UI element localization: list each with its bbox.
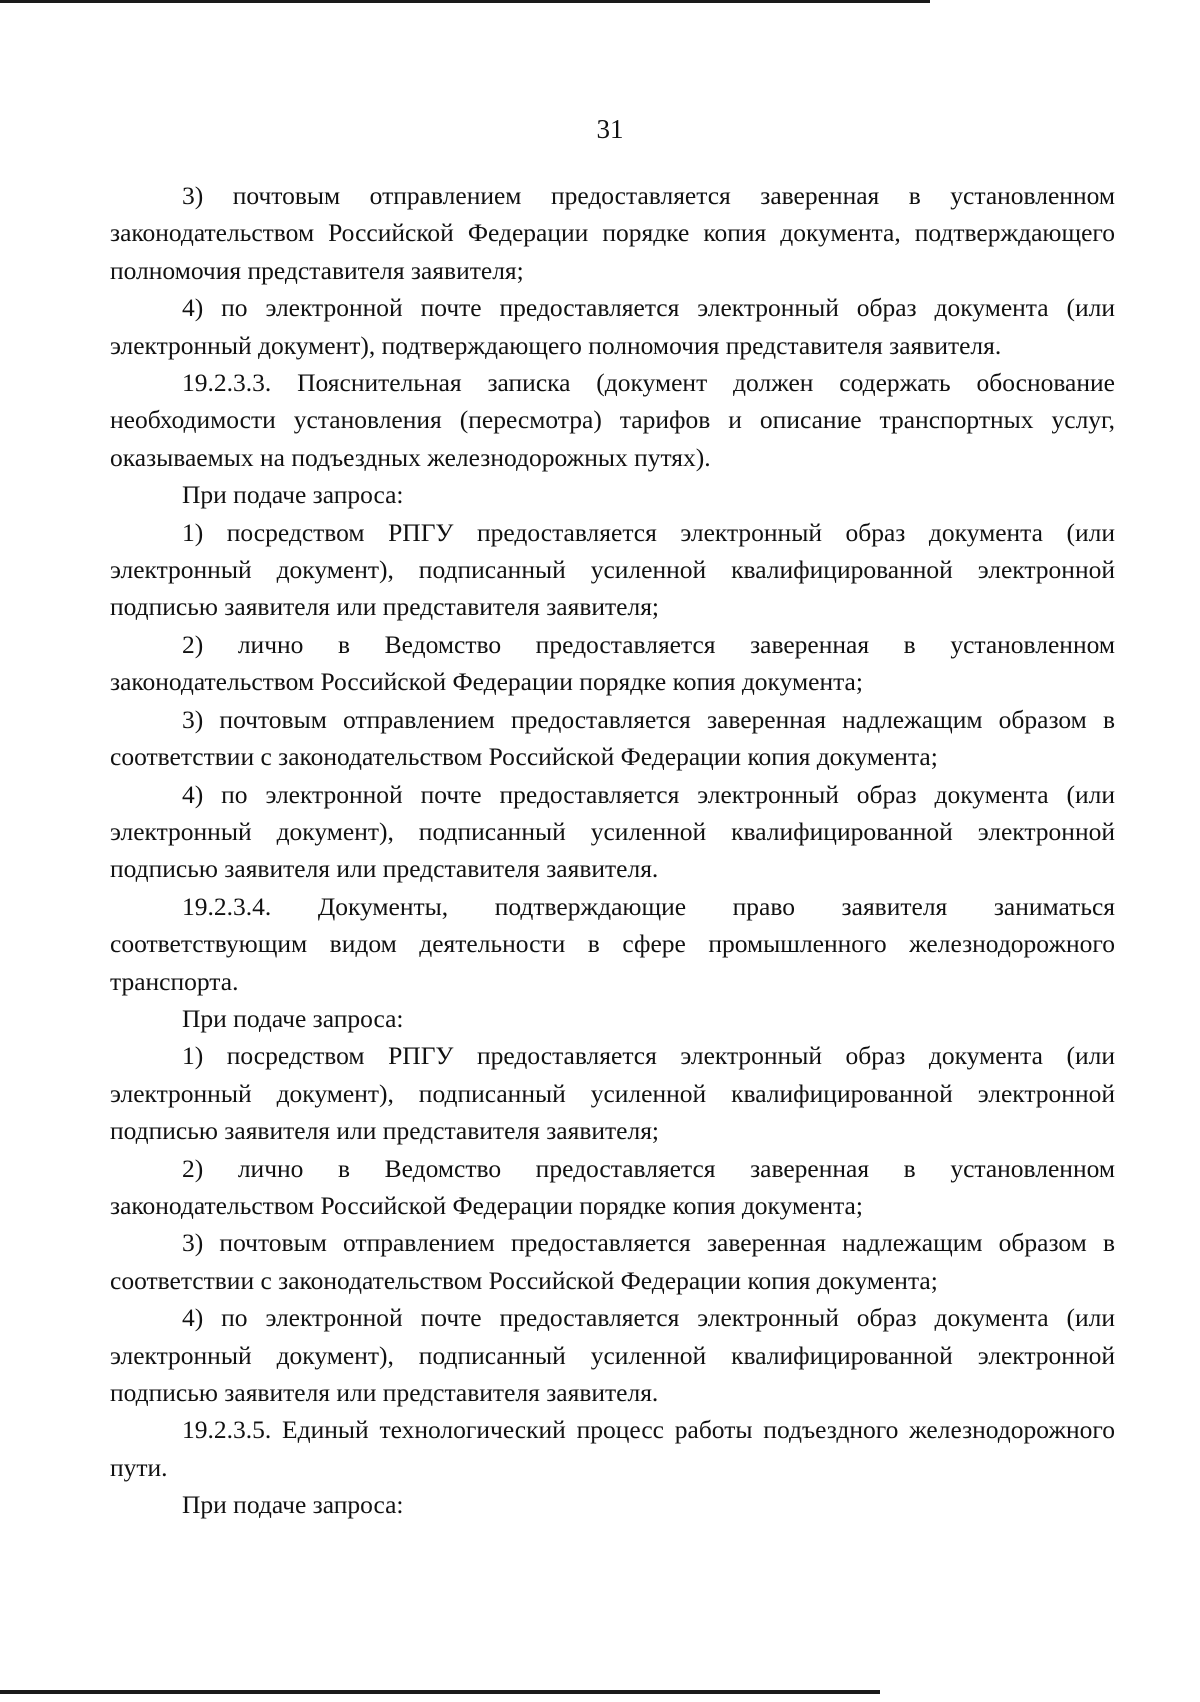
section-19-2-3-5-heading: 19.2.3.5. Единый технологический процесс работы подъездного железнодорожного пути. [110, 1415, 1115, 1482]
section-19-2-3-4-heading: 19.2.3.4. Документы, подтверждающие право заявителя заниматься соответствующим видом деятельности в сфере промышленного железнодорожного транспорта. [110, 891, 1115, 996]
scan-edge-top [0, 0, 930, 3]
paragraph-in-person-submission: 2) лично в Ведомство предоставляется заверенная в установленном законодательством Российской Федерации порядке копия документа; [110, 629, 1115, 697]
paragraph-request-intro: При подаче запроса: [182, 1003, 404, 1033]
paragraph-postal-copy-authority: 3) почтовым отправлением предоставляется заверенная в установленном законодательством Российской Федерации порядке копия документа, подтверждающего полномочия представителя заявителя; [110, 181, 1115, 285]
paragraph-email-submission: 4) по электронной почте предоставляется электронный образ документа (или электронный документ), подписанный усиленной квалифицированной электронной подписью заявителя или представителя заявителя. [110, 779, 1115, 884]
paragraph-request-intro: При подаче запроса: [182, 480, 404, 510]
document-body [110, 177, 1115, 1524]
scan-edge-bottom [0, 1690, 880, 1694]
paragraph-email-submission: 4) по электронной почте предоставляется электронный образ документа (или электронный документ), подписанный усиленной квалифицированной электронной подписью заявителя или представителя заявителя. [110, 1303, 1115, 1407]
paragraph-request-intro: При подаче запроса: [182, 1490, 404, 1520]
paragraph-rpgu-submission: 1) посредством РПГУ предоставляется электронный образ документа (или электронный документ), подписанный усиленной квалифицированной электронной подписью заявителя или представителя заявителя; [110, 1041, 1115, 1146]
paragraph-email-authority: 4) по электронной почте предоставляется электронный образ документа (или электронный документ), подтверждающего полномочия представителя заявителя. [110, 293, 1115, 360]
paragraph-postal-submission: 3) почтовым отправлением предоставляется заверенная надлежащим образом в соответствии с законодательством Российской Федерации копия документа; [110, 704, 1115, 772]
paragraph-in-person-submission: 2) лично в Ведомство предоставляется заверенная в установленном законодательством Российской Федерации порядке копия документа; [110, 1153, 1115, 1220]
page-number: 31 [596, 114, 624, 144]
paragraph-postal-submission: 3) почтовым отправлением предоставляется заверенная надлежащим образом в соответствии с законодательством Российской Федерации копия документа; [110, 1228, 1115, 1295]
paragraph-rpgu-submission: 1) посредством РПГУ предоставляется электронный образ документа (или электронный документ), подписанный усиленной квалифицированной электронной подписью заявителя или представителя заявителя; [110, 517, 1115, 622]
section-19-2-3-3-heading: 19.2.3.3. Пояснительная записка (документ должен содержать обоснование необходимости установления (пересмотра) тарифов и описание транспортных услуг, оказываемых на подъездных железнодорожных путях). [110, 368, 1115, 472]
